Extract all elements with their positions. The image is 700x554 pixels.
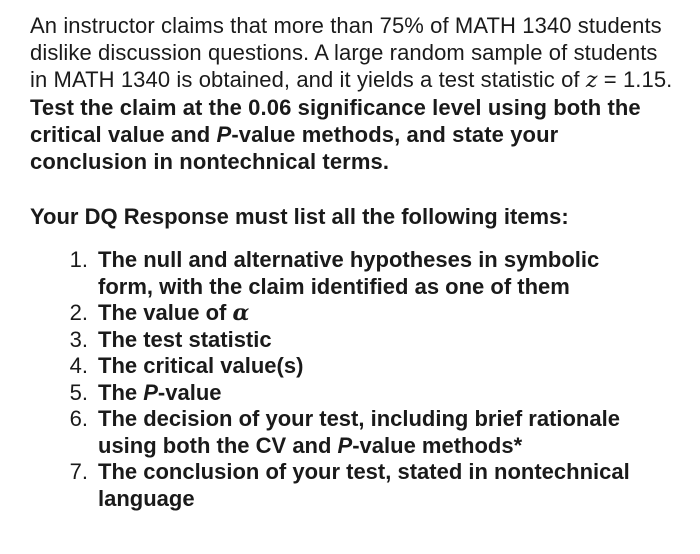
list-item bbox=[30, 353, 676, 380]
z-variable: z bbox=[585, 68, 598, 93]
list-item-text-post: -value bbox=[157, 379, 222, 405]
list-item-text-pre: The value of bbox=[98, 300, 233, 325]
list-item bbox=[30, 459, 676, 512]
list-item-number: 5. bbox=[69, 379, 88, 405]
list-item-text: The conclusion of your test, stated in nontechnical language bbox=[98, 459, 630, 511]
list-item-number: 3. bbox=[69, 326, 88, 352]
instruction-part1: Test the claim at the 0.06 significance level using both the critical value and bbox=[30, 95, 641, 147]
list-item-number: 7. bbox=[69, 459, 88, 484]
list-item-text bbox=[98, 300, 676, 327]
problem-text-part1: An instructor claims that more than 75% of MATH 1340 students dislike discussion questions. A large random sample of students in MATH 1340 is obtained, and it yields a test statistic of bbox=[30, 13, 662, 92]
list-item bbox=[30, 247, 676, 300]
list-item bbox=[30, 380, 676, 407]
problem-statement bbox=[30, 12, 676, 175]
list-item-text bbox=[98, 380, 676, 407]
list-item-number: 1. bbox=[69, 247, 88, 272]
p-letter: P bbox=[337, 432, 353, 458]
list-item-text-pre: The decision of your test, including brief rationale using both the CV and bbox=[98, 406, 620, 458]
list-item bbox=[30, 406, 676, 459]
list-item-number: 4. bbox=[69, 353, 88, 378]
list-item-number: 6. bbox=[69, 406, 88, 431]
list-item-text: The null and alternative hypotheses in symbolic form, with the claim identified as one of them bbox=[98, 247, 600, 299]
p-letter: P bbox=[143, 379, 158, 405]
list-item-text-post: -value methods* bbox=[352, 432, 523, 458]
list-item-text: The critical value(s) bbox=[98, 353, 304, 378]
problem-text-part2: = 1.15. bbox=[597, 67, 673, 92]
required-items-list bbox=[30, 247, 676, 512]
alpha-symbol: α bbox=[232, 300, 250, 326]
list-item-number: 2. bbox=[69, 300, 88, 325]
instruction-part2: -value methods, and state your conclusion in nontechnical terms. bbox=[30, 122, 559, 174]
list-item-text bbox=[98, 406, 676, 459]
list-item-text-pre: The bbox=[98, 379, 144, 405]
list-item bbox=[30, 327, 676, 354]
list-item-text: The test statistic bbox=[98, 326, 272, 352]
problem-instruction bbox=[30, 95, 641, 174]
response-heading: Your DQ Response must list all the following items: bbox=[30, 204, 569, 229]
list-item bbox=[30, 300, 676, 327]
instruction-p-letter: P bbox=[216, 122, 232, 147]
